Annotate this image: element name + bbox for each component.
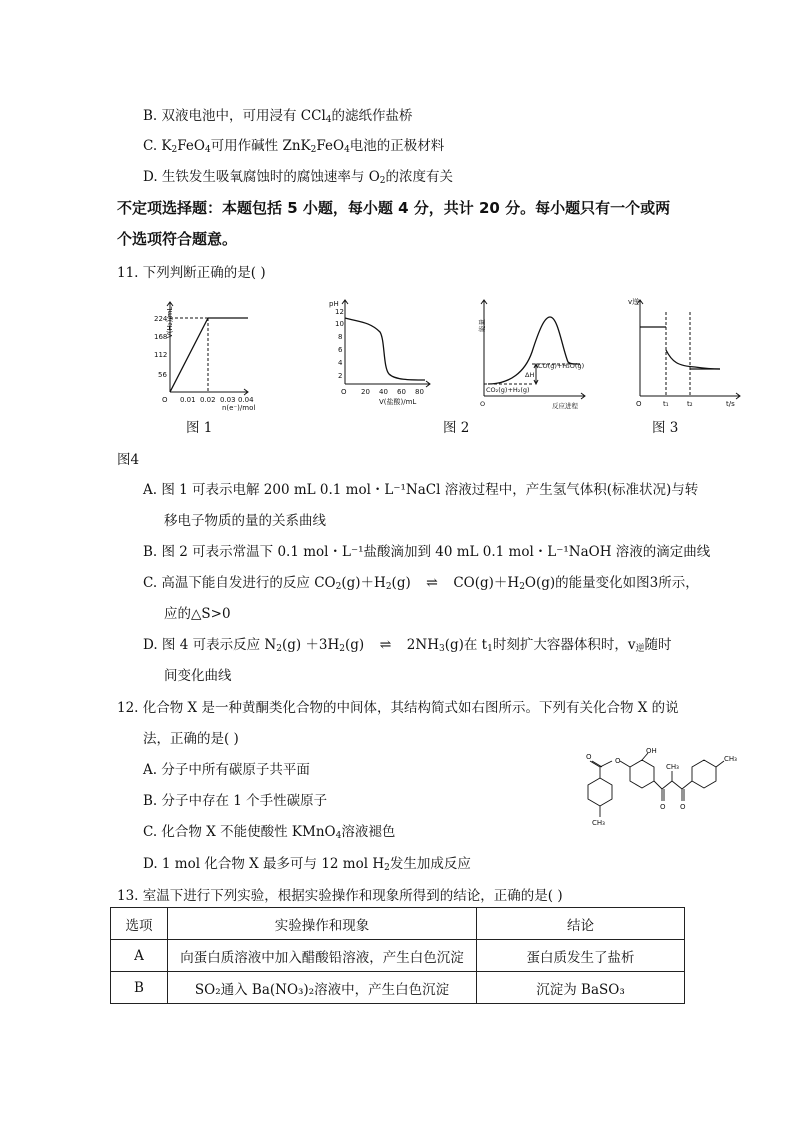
q12-option-a: A. 分子中所有碳原子共平面 [143, 762, 310, 778]
text: C. K [143, 138, 172, 154]
fig2-xtick: 60 [397, 388, 406, 396]
text: D. 生铁发生吸氧腐蚀时的腐蚀速率与 O [143, 169, 380, 185]
ch3-bottom-label: CH₃ [592, 819, 605, 827]
sub: 2 [276, 644, 282, 654]
ketone-o-label: O [660, 803, 666, 811]
fig2-ytick: 4 [338, 359, 343, 367]
fig4-xlabel: t/s [726, 400, 735, 408]
table-header: 选项 [111, 908, 168, 940]
option-b-tail: 的滤纸作盐桥 [331, 108, 413, 124]
fig4-t2: t₂ [687, 400, 693, 408]
q12-option-b: B. 分子中存在 1 个手性碳原子 [143, 793, 328, 809]
text: 可用作碱性 ZnK [210, 138, 311, 154]
q11-option-c-line1 [143, 571, 699, 592]
figure-2 [325, 292, 445, 417]
table-cell: B [111, 972, 168, 1004]
sub: 逆 [635, 644, 645, 654]
fig1-xtick: 0.01 [180, 396, 196, 404]
text: FeO [177, 138, 205, 154]
fig1-xtick: 0.04 [238, 396, 254, 404]
fig3-caption: 图 3 [652, 420, 679, 436]
option-d-prev [143, 165, 453, 186]
q13-stem: 13. 室温下进行下列实验，根据实验操作和现象所得到的结论，正确的是( ) [117, 888, 563, 904]
q11-stem: 11. 下列判断正确的是( ) [117, 265, 266, 281]
q11-option-a-line1: A. 图 1 可表示电解 200 mL 0.1 mol・L⁻¹NaCl 溶液过程中，产生氢气体积(标准状况)与转 [143, 482, 699, 498]
text: FeO [316, 138, 345, 154]
sub: 2 [519, 582, 525, 592]
fig2-ytick: 10 [335, 320, 344, 328]
option-c-prev [143, 134, 444, 155]
text: 所示， [658, 575, 699, 591]
text: (g) [345, 637, 365, 653]
fig3-origin: O [480, 400, 486, 408]
text: C. 高温下能自发进行的反应 CO [143, 575, 336, 591]
sub: 4 [325, 115, 332, 125]
q12-option-d [143, 852, 471, 873]
fig2-xtick: 80 [415, 388, 424, 396]
table-cell: A [111, 940, 168, 972]
fig2-ytick: 8 [338, 333, 343, 341]
q11-option-c-line2: 应的△S>0 [164, 606, 231, 622]
compound-x-structure [560, 745, 740, 840]
text: O(g)的能量变化如图 [524, 575, 650, 591]
fig1-origin: O [162, 396, 168, 404]
figure-3 [470, 292, 595, 417]
text: 随时 [644, 637, 672, 653]
ch3-right-label: CH₃ [724, 755, 737, 763]
text: (g)＋H [341, 575, 386, 591]
fig1-ytick: 224 [154, 315, 168, 323]
sub: 1 [487, 644, 493, 654]
text: D. 图 4 可表示反应 N [143, 637, 277, 653]
fig4-t1: t₁ [663, 400, 669, 408]
text: 时刻扩大容器体积时，v [492, 637, 636, 653]
fig4-caption: 图4 [117, 452, 140, 468]
text: (g)在 t [444, 637, 488, 653]
fig2-ytick: 2 [338, 372, 343, 380]
text: (g) [391, 575, 411, 591]
fig1-caption: 图 1 [186, 420, 213, 436]
sub: 2 [310, 145, 317, 155]
text: C. 化合物 X 不能使酸性 KMnO [143, 824, 336, 840]
option-b-prev [143, 104, 413, 125]
ester-carbonyl-o-label: O [586, 753, 592, 761]
text: 发生加成反应 [389, 856, 471, 872]
fig3-lower-label: CO₂(g)+H₂(g) [486, 386, 530, 394]
equilibrium-arrow-icon: ⇌ [426, 575, 438, 591]
text: (g) ＋3H [281, 637, 340, 653]
fig2-xtick: 40 [379, 388, 388, 396]
q11-option-d-line2: 间变化曲线 [164, 668, 232, 684]
text: 电池的正极材料 [349, 138, 445, 154]
sub: 4 [335, 831, 342, 841]
text: CO(g)＋H [453, 575, 520, 591]
text: 溶液褪色 [341, 824, 396, 840]
fig1-xtick: 0.02 [200, 396, 216, 404]
sub: 2 [171, 145, 178, 155]
fig3-upper-label: CO(g)+H₂O(g) [538, 362, 585, 370]
text: 的浓度有关 [385, 169, 454, 185]
text: D. 1 mol 化合物 X 最多可与 12 mol H [143, 856, 385, 872]
q11-option-d-line1 [143, 633, 672, 654]
fig4-ylabel: v逆 [628, 298, 640, 306]
q12-stem-line2: 法，正确的是( ) [143, 731, 239, 747]
fig2-origin: O [341, 388, 347, 396]
fig2-xtick: 20 [361, 388, 370, 396]
sub: 2 [339, 644, 346, 654]
text: 2NH [406, 637, 439, 653]
ketone-o-label: O [680, 803, 686, 811]
table-cell: SO₂通入 Ba(NO₃)₂溶液中，产生白色沉淀 [168, 972, 477, 1004]
text: 3 [649, 575, 659, 591]
section-header-line2: 个选项符合题意。 [117, 230, 238, 248]
fig1-ylabel: V(H₂)/mL [166, 306, 174, 338]
fig2-ytick: 12 [335, 308, 344, 316]
fig3-ylabel: 能量 [478, 319, 486, 332]
table-row [111, 972, 685, 1004]
fig1-ytick: 168 [154, 333, 168, 341]
fig1-xtick: 0.03 [220, 396, 236, 404]
section-header-line1: 不定项选择题：本题包括 5 小题，每小题 4 分，共计 20 分。每小题只有一个或两 [117, 199, 671, 217]
ch3-branch-label: CH₃ [666, 763, 679, 771]
fig1-ytick: 112 [154, 351, 168, 359]
table-cell: 蛋白质发生了盐析 [477, 940, 685, 972]
table-cell: 向蛋白质溶液中加入醋酸铅溶液，产生白色沉淀 [168, 940, 477, 972]
table-cell: 沉淀为 BaSO₃ [477, 972, 685, 1004]
option-b-text: B. 双液电池中，可用浸有 CCl [143, 108, 326, 124]
fig4-origin: O [636, 400, 642, 408]
q13-table [110, 907, 685, 1004]
fig2-caption: 图 2 [443, 420, 470, 436]
sub: 2 [385, 582, 392, 592]
table-header: 结论 [477, 908, 685, 940]
fig3-xlabel: 反应进程 [552, 402, 578, 410]
sub: 2 [379, 176, 386, 186]
sub: 2 [335, 582, 342, 592]
figure-4 [620, 292, 750, 417]
sub: 4 [204, 145, 211, 155]
fig1-ytick: 56 [158, 371, 167, 379]
table-row [111, 940, 685, 972]
figure-1 [140, 292, 280, 417]
sub: 4 [344, 145, 350, 155]
equilibrium-arrow-icon: ⇌ [379, 637, 392, 653]
ester-oxygen: O [615, 757, 621, 765]
fig2-ylabel: pH [329, 300, 339, 308]
fig3-dh: ΔH [525, 371, 535, 379]
table-header-row [111, 908, 685, 940]
q12-option-c [143, 820, 395, 841]
table-header: 实验操作和现象 [168, 908, 477, 940]
fig2-xlabel: V(盐酸)/mL [379, 398, 417, 406]
oh-label: OH [646, 747, 657, 755]
q11-option-a-line2: 移电子物质的量的关系曲线 [164, 513, 326, 529]
q12-stem-line1: 12. 化合物 X 是一种黄酮类化合物的中间体，其结构简式如右图所示。下列有关化合物 X 的说 [117, 700, 679, 716]
sub: 2 [384, 863, 390, 873]
fig1-xlabel: n(e⁻)/mol [222, 404, 256, 412]
fig2-ytick: 6 [338, 346, 343, 354]
sub: 3 [438, 644, 445, 654]
q11-option-b: B. 图 2 可表示常温下 0.1 mol・L⁻¹盐酸滴加到 40 mL 0.1 mol・L⁻¹NaOH 溶液的滴定曲线 [143, 544, 711, 560]
